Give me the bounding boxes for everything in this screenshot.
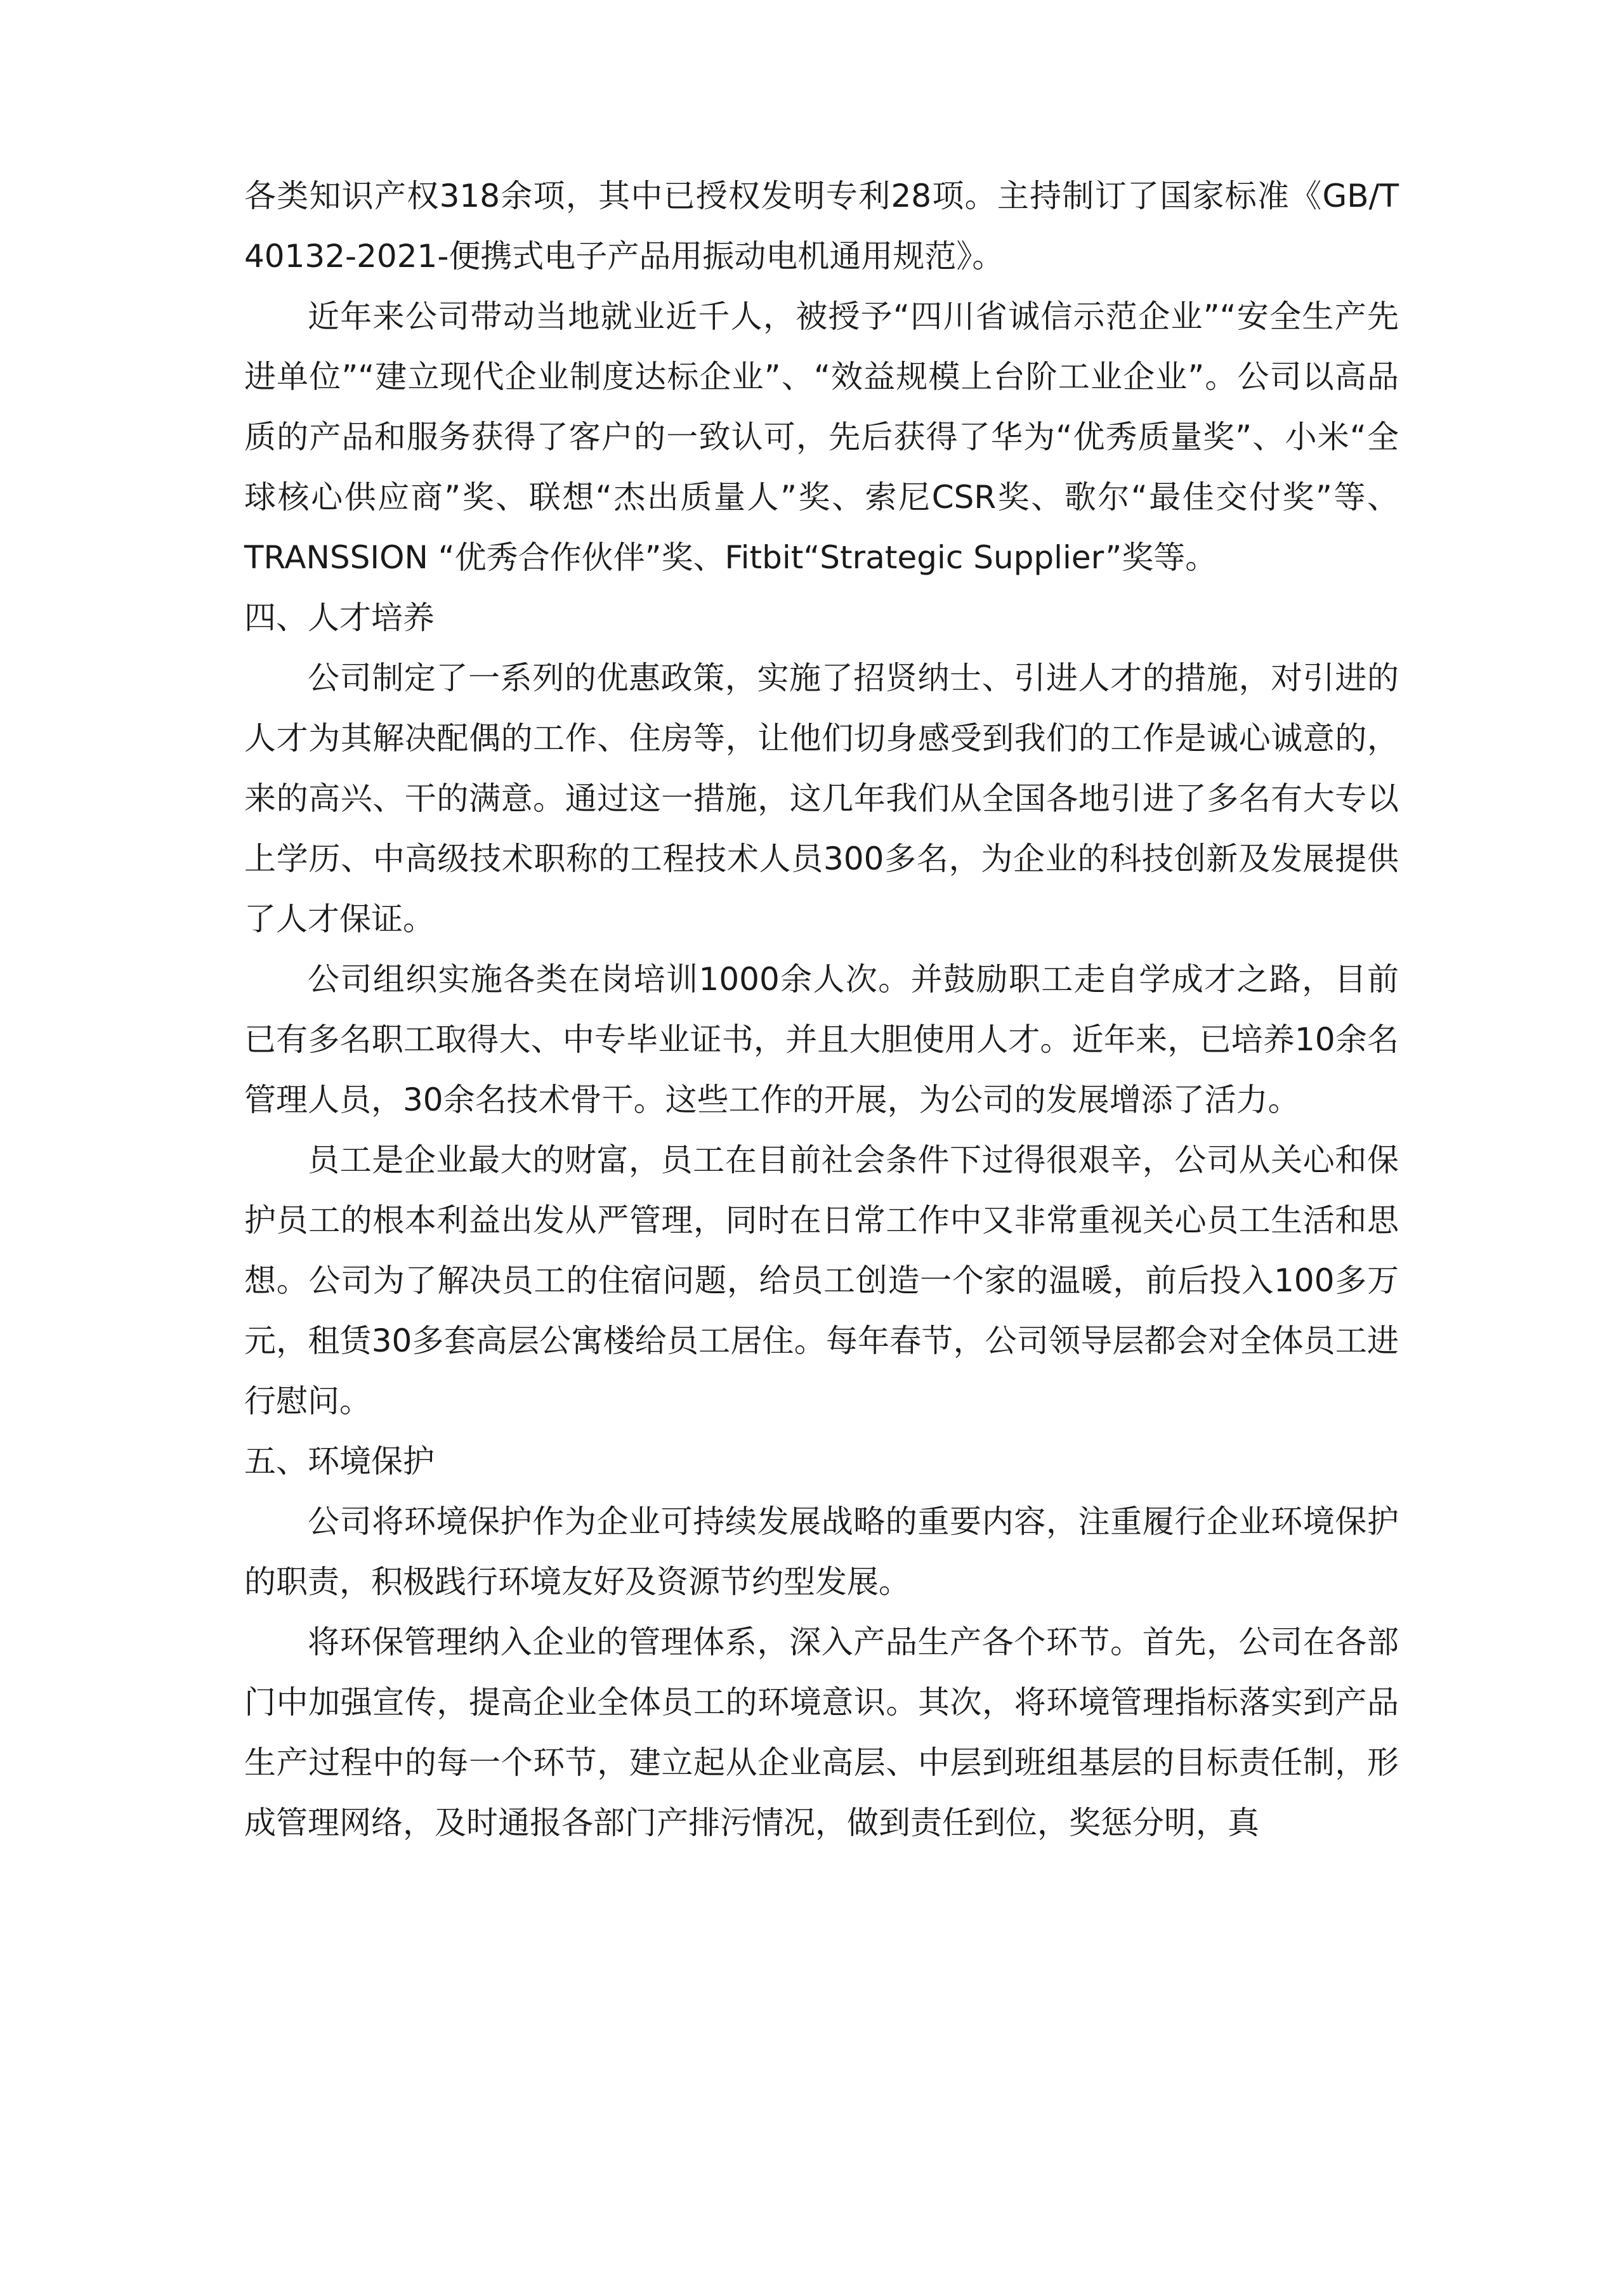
paragraph-training: 公司组织实施各类在岗培训1000余人次。并鼓励职工走自学成才之路，目前已有多名职工取得大、中专毕业证书，并且大胆使用人才。近年来，已培养10余名管理人员，30余名技术骨干。这些工作的开展，为公司的发展增添了活力。 <box>244 961 1399 1118</box>
paragraph-awards: 近年来公司带动当地就业近千人，被授予“四川省诚信示范企业”“安全生产先进单位”“建立现代企业制度达标企业”、“效益规模上台阶工业企业”。公司以高品质的产品和服务获得了客户的一致认可，先后获得了华为“优秀质量奖”、小米“全球核心供应商”奖、联想“杰出质量人”奖、索尼CSR奖、歌尔“最佳交付奖”等、TRANSSION “优秀合作伙伴”奖、Fitbit“Strategic Supplier”奖等。 <box>244 298 1399 576</box>
paragraph-employee-care: 员工是企业最大的财富，员工在目前社会条件下过得很艰辛，公司从关心和保护员工的根本利益出发从严管理，同时在日常工作中又非常重视关心员工生活和思想。公司为了解决员工的住宿问题，给员工创造一个家的温暖，前后投入100多万元，租赁30多套高层公寓楼给员工居住。每年春节，公司领导层都会对全体员工进行慰问。 <box>244 1142 1399 1419</box>
paragraph-ip-standards: 各类知识产权318余项，其中已授权发明专利28项。主持制订了国家标准《GB/T 40132-2021-便携式电子产品用振动电机通用规范》。 <box>244 178 1399 275</box>
section-heading-talent: 四、人才培养 <box>244 599 435 636</box>
document-body <box>244 166 1399 1853</box>
paragraph-environment-strategy: 公司将环境保护作为企业可持续发展战略的重要内容，注重履行企业环境保护的职责，积极践行环境友好及资源节约型发展。 <box>244 1503 1399 1600</box>
paragraph-talent-policy: 公司制定了一系列的优惠政策，实施了招贤纳士、引进人才的措施，对引进的人才为其解决配偶的工作、住房等，让他们切身感受到我们的工作是诚心诚意的，来的高兴、干的满意。通过这一措施，这几年我们从全国各地引进了多名有大专以上学历、中高级技术职称的工程技术人员300多名，为企业的科技创新及发展提供了人才保证。 <box>244 660 1399 937</box>
section-heading-environment: 五、环境保护 <box>244 1443 435 1480</box>
paragraph-environment-management: 将环保管理纳入企业的管理体系，深入产品生产各个环节。首先，公司在各部门中加强宣传，提高企业全体员工的环境意识。其次，将环境管理指标落实到产品生产过程中的每一个环节，建立起从企业高层、中层到班组基层的目标责任制，形成管理网络，及时通报各部门产排污情况，做到责任到位，奖惩分明，真 <box>244 1624 1399 1841</box>
